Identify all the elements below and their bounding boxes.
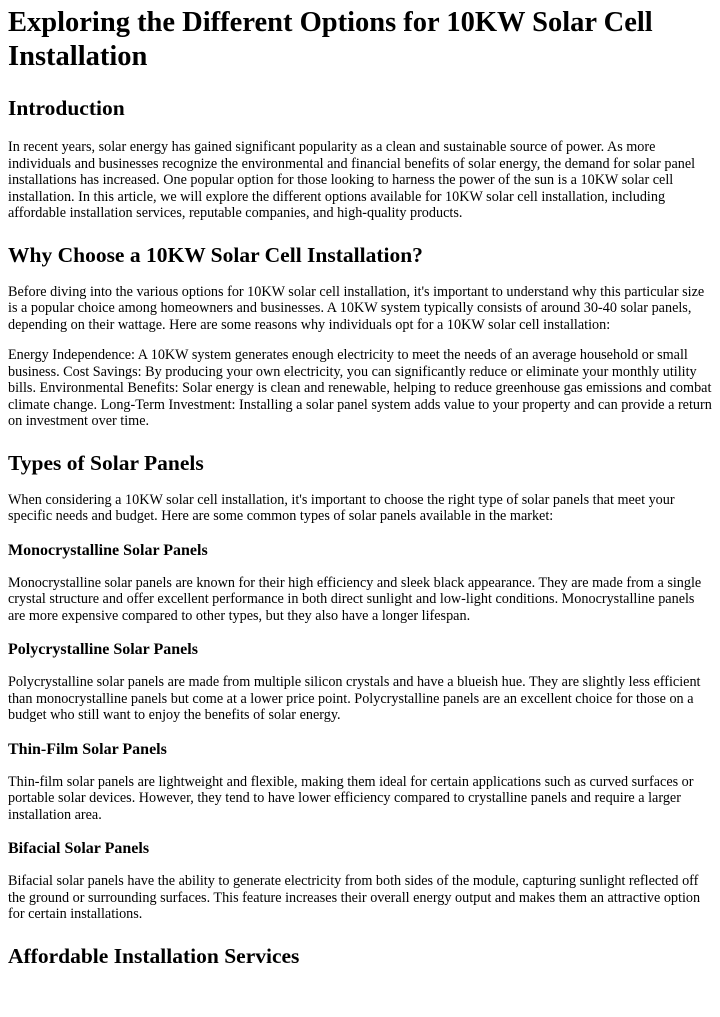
- page-title: Exploring the Different Options for 10KW Solar Cell Installation: [8, 7, 653, 72]
- bifacial-paragraph: Bifacial solar panels have the ability to generate electricity from both sides of the module, capturing sunlight reflected off the ground or surrounding surfaces. This feature increases their overall energy output and makes them an attractive option for certain installations.: [8, 873, 701, 922]
- why-choose-paragraph: Before diving into the various options for 10KW solar cell installation, it's important to understand why this particular size is a popular choice among homeowners and businesses. A 10KW system typically consists of around 30-40 solar panels, depending on their wattage. Here are some reasons why individuals opt for a 10KW solar cell installation:: [8, 283, 705, 333]
- section-introduction: [8, 95, 714, 222]
- thin-film-heading: Thin-Film Solar Panels: [8, 740, 167, 758]
- bifacial-heading: Bifacial Solar Panels: [8, 840, 150, 857]
- section-types: [8, 450, 714, 923]
- section-affordable: [8, 943, 714, 969]
- monocrystalline-heading: Monocrystalline Solar Panels: [8, 541, 208, 559]
- introduction-paragraph: In recent years, solar energy has gained significant popularity as a clean and sustainable source of power. As more individuals and businesses recognize the environmental and financial benefits of solar energy, the demand for solar panel installations has increased. One popular option for those looking to harness the power of the sun is a 10KW solar cell installation. In this article, we will explore the different options available for 10KW solar cell installation, including affordable installation services, reputable companies, and high-quality products.: [8, 139, 696, 221]
- types-heading: Types of Solar Panels: [8, 450, 204, 475]
- introduction-heading: Introduction: [8, 96, 125, 120]
- section-why-choose: [8, 242, 714, 430]
- benefits-paragraph: Energy Independence: A 10KW system generates enough electricity to meet the needs of an average household or small business. Cost Savings: By producing your own electricity, you can significantly reduce or eliminate your monthly utility bills. Environmental Benefits: Solar energy is clean and renewable, helping to reduce greenhouse gas emissions and combat climate change. Long-Term Investment: Installing a solar panel system adds value to your property and can provide a return on investment over time.: [8, 347, 712, 429]
- affordable-heading: Affordable Installation Services: [8, 943, 300, 968]
- why-choose-heading: Why Choose a 10KW Solar Cell Installation?: [8, 242, 423, 267]
- thin-film-paragraph: Thin-film solar panels are lightweight and flexible, making them ideal for certain applications such as curved surfaces or portable solar devices. However, they tend to have lower efficiency compared to crystalline panels and require a larger installation area.: [8, 773, 694, 823]
- types-paragraph: When considering a 10KW solar cell installation, it's important to choose the right type of solar panels that meet your specific needs and budget. Here are some common types of solar panels available in the market:: [8, 491, 675, 524]
- monocrystalline-paragraph: Monocrystalline solar panels are known for their high efficiency and sleek black appearance. They are made from a single crystal structure and offer excellent performance in both direct sunlight and low-light conditions. Monocrystalline panels are more expensive compared to other types, but they also have a longer lifespan.: [8, 574, 702, 624]
- polycrystalline-heading: Polycrystalline Solar Panels: [8, 641, 198, 658]
- polycrystalline-paragraph: Polycrystalline solar panels are made from multiple silicon crystals and have a blueish hue. They are slightly less efficient than monocrystalline panels but come at a lower price point. Polycrystalline panels are an excellent choice for those on a budget who still want to enjoy the benefits of solar energy.: [8, 674, 701, 723]
